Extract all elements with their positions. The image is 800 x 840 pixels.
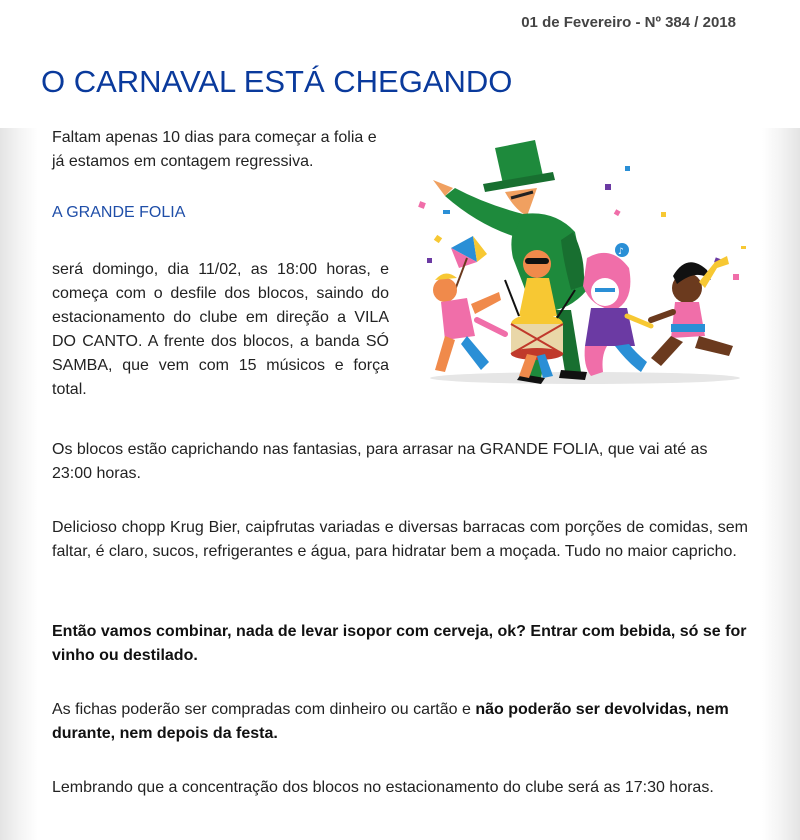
event-details-paragraph: será domingo, dia 11/02, as 18:00 horas, e começa com o desfile dos blocos, saindo do estacionamento do clube em direção a VILA DO CANTO. A frente dos blocos, a banda SÓ SAMBA, que vem com 15 músicos e força total.	[52, 261, 389, 398]
masked-dancer-figure	[583, 253, 651, 376]
bold-notice-paragraph: Então vamos combinar, nada de levar isopor com cerveja, ok? Entrar com bebida, só se for vinho ou destilado.	[52, 623, 747, 664]
trumpet-player-figure	[651, 256, 733, 366]
issue-date: 01 de Fevereiro - Nº 384 / 2018	[521, 14, 736, 31]
tokens-paragraph	[52, 698, 748, 746]
intro-paragraph: Faltam apenas 10 dias para começar a folia e já estamos em contagem regressiva.	[52, 129, 377, 170]
section-heading: A GRANDE FOLIA	[52, 204, 186, 221]
drinks-paragraph: Delicioso chopp Krug Bier, caipfrutas variadas e diversas barracas com porções de comidas, sem faltar, é claro, sucos, refrigerantes e água, para hidratar bem a moçada. Tudo no maior capricho.	[52, 519, 748, 560]
page-title: O CARNAVAL ESTÁ CHEGANDO	[41, 64, 513, 99]
tokens-text: As fichas poderão ser compradas com dinheiro ou cartão e	[52, 701, 476, 718]
reminder-paragraph: Lembrando que a concentração dos blocos no estacionamento do clube será as 17:30 horas.	[52, 779, 714, 796]
umbrella-dancer-figure	[433, 236, 505, 372]
tokens-bold-text: não poderão ser devolvidas, nem durante, nem depois da festa.	[52, 701, 729, 742]
svg-text:♪: ♪	[618, 247, 624, 257]
carnival-illustration-svg	[415, 140, 750, 390]
carnival-dancers-illustration	[415, 140, 750, 390]
green-hat-figure	[433, 140, 587, 384]
blocos-paragraph: Os blocos estão caprichando nas fantasias, para arrasar na GRANDE FOLIA, que vai até as 23:00 horas.	[52, 441, 708, 482]
